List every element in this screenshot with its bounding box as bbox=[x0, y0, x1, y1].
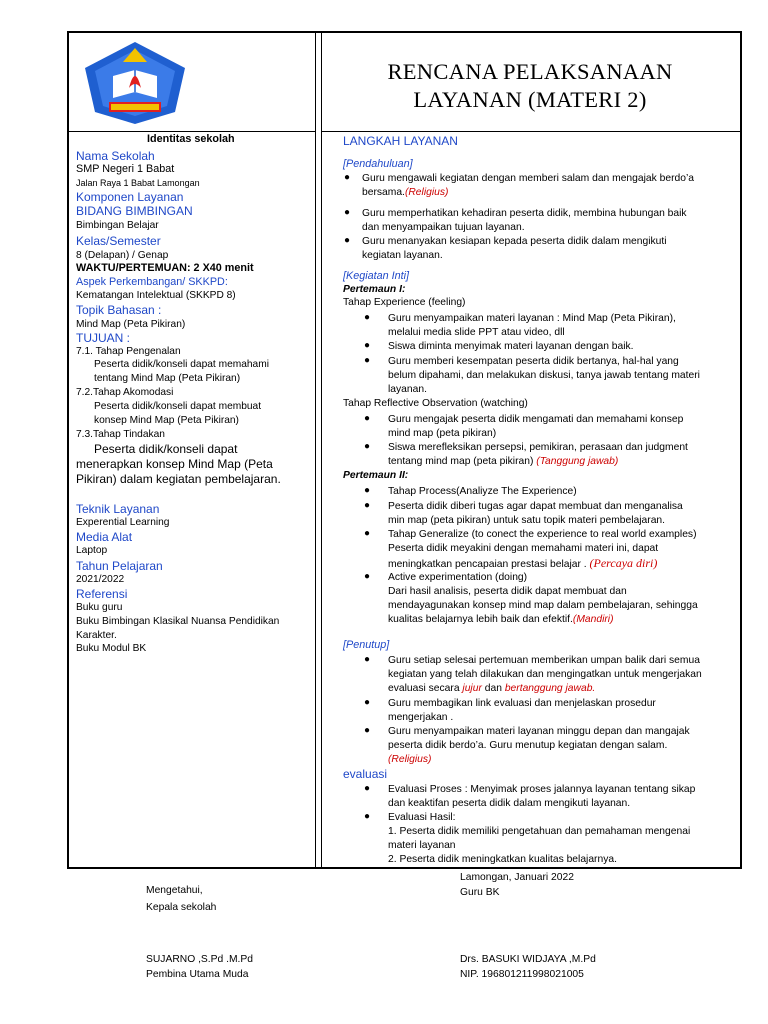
tujuan-1-line-b: tentang Mind Map (Peta Pikiran) bbox=[94, 373, 241, 384]
penutup-1a: Guru setiap selesai pertemuan memberikan umpan balik dari semua bbox=[388, 655, 700, 666]
pendahuluan-3a: Guru menanyakan kesiapan kepada peserta didik dalam mengikuti bbox=[362, 236, 667, 247]
row-divider-left bbox=[69, 131, 315, 132]
guru-bk-label: Guru BK bbox=[460, 887, 500, 898]
langkah-heading: LANGKAH LAYANAN bbox=[343, 134, 458, 148]
pendahuluan-3b: kegiatan layanan. bbox=[362, 250, 443, 261]
evaluasi-heading: evaluasi bbox=[343, 767, 388, 781]
document-title bbox=[320, 58, 740, 114]
kelas-value: 8 (Delapan) / Genap bbox=[76, 250, 169, 261]
process-2b: min map (peta pikiran) untuk satu topik materi pembelajaran. bbox=[388, 515, 666, 526]
teknik-value: Experential Learning bbox=[76, 517, 170, 528]
process-3c: meningkatkan pencapaian prestasi belajar . (Percaya diri) bbox=[388, 556, 658, 570]
bullet-icon: ● bbox=[364, 340, 371, 351]
column-divider-right bbox=[321, 33, 322, 867]
experience-2: Siswa diminta menyimak materi layanan dengan baik. bbox=[388, 341, 634, 352]
guru-nip: NIP. 196801211998021005 bbox=[460, 969, 584, 980]
tag-religius: (Religius) bbox=[388, 754, 432, 765]
pendahuluan-2b: dan menyampaikan tujuan layanan. bbox=[362, 222, 525, 233]
process-2a: Peserta didik diberi tugas agar dapat membuat dan menganalisa bbox=[388, 501, 683, 512]
tag-bertanggung-jawab: bertanggung jawab. bbox=[504, 683, 596, 694]
komponen-value: BIDANG BIMBINGAN bbox=[76, 204, 193, 218]
tujuan-1-line-a: Peserta didik/konseli dapat memahami bbox=[94, 359, 269, 370]
penutup-1b: kegiatan yang telah dilakukan dan mengingatkan untuk mengerjakan bbox=[388, 669, 702, 680]
penutup-3a: Guru menyampaikan materi layanan minggu depan dan mangajak bbox=[388, 726, 690, 737]
bullet-icon: ● bbox=[364, 485, 371, 496]
reflective-1b: mind map (peta pikiran) bbox=[388, 428, 497, 439]
experience-3c: layanan. bbox=[388, 384, 427, 395]
process-3a: Tahap Generalize (to conect the experience to real world examples) bbox=[388, 529, 697, 540]
title-line-2: LAYANAN (MATERI 2) bbox=[413, 87, 647, 112]
title-line-1: RENCANA PELAKSANAAN bbox=[387, 59, 673, 84]
pertemuan-2-heading: Pertemaun II: bbox=[343, 470, 409, 481]
kepala-label: Kepala sekolah bbox=[146, 902, 217, 913]
pendahuluan-1a: Guru mengawali kegiatan dengan memberi salam dan mengajak berdo’a bbox=[362, 173, 694, 184]
bullet-icon: ● bbox=[364, 725, 371, 736]
pendahuluan-1b: bersama.(Religius) bbox=[362, 187, 449, 198]
bimbingan-value: Bimbingan Belajar bbox=[76, 220, 159, 231]
school-logo bbox=[75, 40, 195, 126]
tujuan-3-title: 7.3.Tahap Tindakan bbox=[76, 429, 165, 440]
tahap-experience: Tahap Experience (feeling) bbox=[343, 297, 466, 308]
topik-label: Topik Bahasan : bbox=[76, 303, 162, 317]
evaluasi-1b: dan keaktifan peserta didik dalam mengikuti layanan. bbox=[388, 798, 631, 809]
penutup-1c: evaluasi secara jujur dan bertanggung jawab. bbox=[388, 683, 596, 694]
bullet-icon: ● bbox=[364, 312, 371, 323]
penutup-3b: peserta didik berdo’a. Guru menutup kegiatan dengan salam. bbox=[388, 740, 668, 751]
experience-3b: belum dipahami, dan melakukan diskusi, tanya jawab tentang materi bbox=[388, 370, 700, 381]
evaluasi-2d: 2. Peserta didik meningkatkan kualitas belajarnya. bbox=[388, 854, 617, 865]
kepala-name: SUJARNO ,S.Pd .M.Pd bbox=[146, 954, 254, 965]
process-4b: Dari hasil analisis, peserta didik dapat membuat dan bbox=[388, 586, 627, 597]
nama-sekolah-label: Nama Sekolah bbox=[76, 149, 155, 163]
bullet-icon: ● bbox=[364, 528, 371, 539]
bullet-icon: ● bbox=[364, 500, 371, 511]
referensi-2: Buku Bimbingan Klasikal Nuansa Pendidikan bbox=[76, 616, 280, 627]
nama-sekolah-value: SMP Negeri 1 Babat bbox=[76, 163, 175, 175]
experience-1a: Guru menyampaikan materi layanan : Mind Map (Peta Pikiran), bbox=[388, 313, 676, 324]
process-4a: Active experimentation (doing) bbox=[388, 572, 528, 583]
kepala-rank: Pembina Utama Muda bbox=[146, 969, 249, 980]
mengetahui-label: Mengetahui, bbox=[146, 885, 203, 896]
tujuan-2-line-a: Peserta didik/konseli dapat membuat bbox=[94, 401, 262, 412]
evaluasi-2a: Evaluasi Hasil: bbox=[388, 812, 456, 823]
bullet-icon: ● bbox=[364, 441, 371, 452]
process-4c: mendayagunakan konsep mind map dalam pembelajaran, sehingga bbox=[388, 600, 698, 611]
tujuan-label: TUJUAN : bbox=[76, 331, 130, 345]
column-divider-left bbox=[315, 33, 316, 867]
process-1: Tahap Process(Analiyze The Experience) bbox=[388, 486, 577, 497]
pendahuluan-2a: Guru memperhatikan kehadiran peserta didik, membina hubungan baik bbox=[362, 208, 687, 219]
row-divider-right bbox=[321, 131, 740, 132]
identitas-heading: Identitas sekolah bbox=[147, 133, 235, 145]
tag-mandiri: (Mandiri) bbox=[572, 614, 614, 625]
bullet-icon: ● bbox=[364, 697, 371, 708]
referensi-3: Karakter. bbox=[76, 630, 117, 641]
kelas-label: Kelas/Semester bbox=[76, 234, 161, 248]
kegiatan-inti-heading: [Kegiatan Inti] bbox=[343, 270, 410, 282]
komponen-label: Komponen Layanan bbox=[76, 190, 184, 204]
reflective-2b: tentang mind map (peta pikiran) (Tanggung jawab) bbox=[388, 456, 619, 467]
tujuan-1-title: 7.1. Tahap Pengenalan bbox=[76, 346, 181, 357]
tag-jujur: jujur bbox=[462, 683, 482, 694]
process-3b: Peserta didik meyakini dengan memahami materi ini, dapat bbox=[388, 543, 659, 554]
guru-name: Drs. BASUKI WIDJAYA ,M.Pd bbox=[460, 954, 596, 965]
tahun-label: Tahun Pelajaran bbox=[76, 559, 163, 573]
tahap-reflective: Tahap Reflective Observation (watching) bbox=[343, 398, 528, 409]
teknik-label: Teknik Layanan bbox=[76, 502, 160, 516]
evaluasi-2b: 1. Peserta didik memiliki pengetahuan dan pemahaman mengenai bbox=[388, 826, 691, 837]
tujuan-2-title: 7.2.Tahap Akomodasi bbox=[76, 387, 174, 398]
topik-value: Mind Map (Peta Pikiran) bbox=[76, 319, 186, 330]
aspek-value: Kematangan Intelektual (SKKPD 8) bbox=[76, 290, 236, 301]
bullet-icon: ● bbox=[344, 207, 351, 218]
referensi-label: Referensi bbox=[76, 587, 128, 601]
tahun-value: 2021/2022 bbox=[76, 574, 125, 585]
tujuan-3-line-b: menerapkan konsep Mind Map (Peta bbox=[76, 457, 273, 471]
bullet-icon: ● bbox=[344, 172, 351, 183]
tujuan-3-line-a: Peserta didik/konseli dapat bbox=[94, 442, 238, 456]
waktu-value: WAKTU/PERTEMUAN: 2 X40 menit bbox=[76, 262, 254, 274]
media-value: Laptop bbox=[76, 545, 108, 556]
pendahuluan-heading: [Pendahuluan] bbox=[343, 158, 413, 170]
bullet-icon: ● bbox=[364, 811, 371, 822]
tag-percaya-diri: (Percaya diri) bbox=[589, 556, 658, 570]
process-4d: kualitas belajarnya lebih baik dan efektif.(Mandiri) bbox=[388, 614, 614, 625]
media-label: Media Alat bbox=[76, 530, 133, 544]
tag-religius: (Religius) bbox=[404, 187, 449, 198]
bullet-icon: ● bbox=[344, 235, 351, 246]
bullet-icon: ● bbox=[364, 355, 371, 366]
penutup-2b: mengerjakan . bbox=[388, 712, 454, 723]
experience-3a: Guru memberi kesempatan peserta didik bertanya, hal-hal yang bbox=[388, 356, 679, 367]
referensi-4: Buku Modul BK bbox=[76, 643, 147, 654]
aspek-label: Aspek Perkembangan/ SKKPD: bbox=[76, 276, 228, 288]
experience-1b: melalui media slide PPT atau video, dll bbox=[388, 327, 565, 338]
tujuan-3-line-c: Pikiran) dalam kegiatan pembelajaran. bbox=[76, 472, 281, 486]
alamat-value: Jalan Raya 1 Babat Lamongan bbox=[76, 178, 200, 188]
evaluasi-1a: Evaluasi Proses : Menyimak proses jalannya layanan tentang sikap bbox=[388, 784, 696, 795]
referensi-1: Buku guru bbox=[76, 602, 123, 613]
tujuan-2-line-b: konsep Mind Map (Peta Pikiran) bbox=[94, 415, 239, 426]
bullet-icon: ● bbox=[364, 654, 371, 665]
evaluasi-2c: materi layanan bbox=[388, 840, 456, 851]
reflective-1a: Guru mengajak peserta didik mengamati dan memahami konsep bbox=[388, 414, 684, 425]
pertemuan-1-heading: Pertemaun I: bbox=[343, 284, 406, 295]
penutup-heading: [Penutup] bbox=[343, 639, 390, 651]
bullet-icon: ● bbox=[364, 783, 371, 794]
reflective-2a: Siswa merefleksikan persepsi, pemikiran, perasaan dan judgment bbox=[388, 442, 688, 453]
penutup-2a: Guru membagikan link evaluasi dan menjelaskan prosedur bbox=[388, 698, 656, 709]
bullet-icon: ● bbox=[364, 413, 371, 424]
tag-tanggung-jawab: (Tanggung jawab) bbox=[536, 456, 619, 467]
bullet-icon: ● bbox=[364, 571, 371, 582]
place-date: Lamongan, Januari 2022 bbox=[460, 872, 574, 883]
